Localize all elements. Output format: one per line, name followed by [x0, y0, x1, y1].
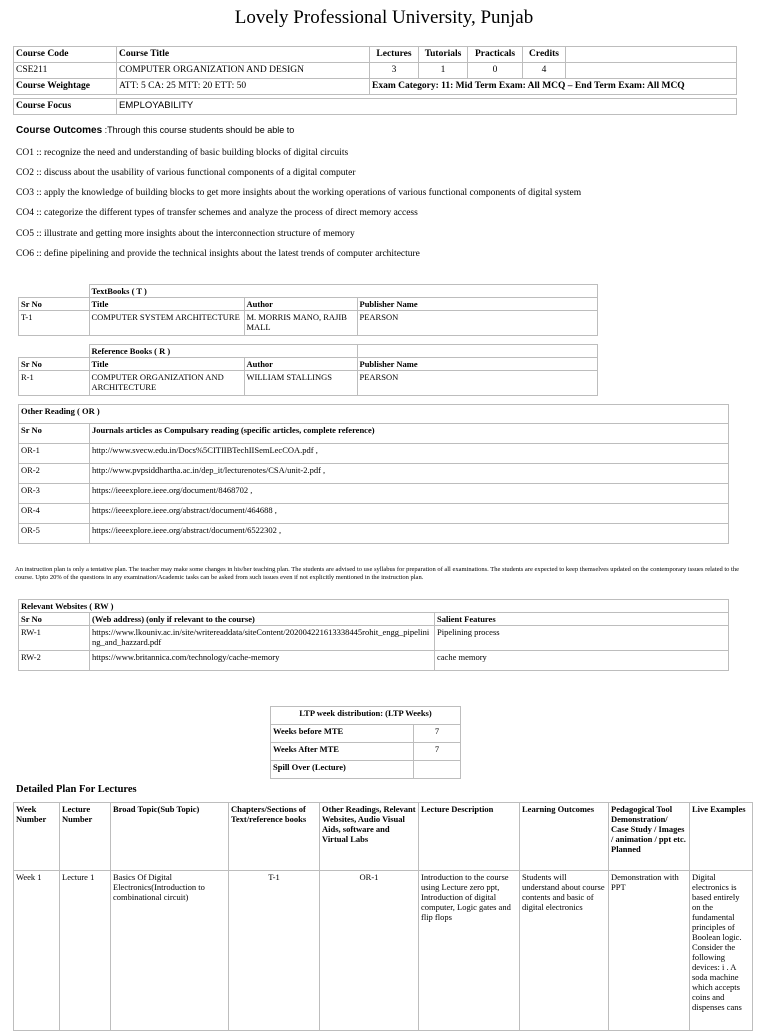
course-focus-label: Course Focus — [14, 99, 117, 115]
textbook-title: COMPUTER SYSTEM ARCHITECTURE — [89, 311, 244, 336]
or-link[interactable]: https://ieeexplore.ieee.org/document/8468702 , — [90, 484, 729, 504]
practicals-value: 0 — [468, 63, 523, 79]
other-reading-heading: Other Reading ( OR ) — [19, 405, 729, 424]
plan-outcomes: Students will understand about course contents and basic of digital electronics — [520, 871, 609, 1031]
course-weightage: ATT: 5 CA: 25 MTT: 20 ETT: 50 — [117, 79, 370, 95]
or-link[interactable]: http://www.pvpsiddhartha.ac.in/dep_it/lecturenotes/CSA/unit-2.pdf , — [90, 464, 729, 484]
plan-topic: Basics Of Digital Electronics(Introduction to combinational circuit) — [111, 871, 229, 1031]
col-lecture: Lecture Number — [60, 803, 111, 871]
rw-feature: Pipelining process — [435, 626, 729, 651]
col-outcomes: Learning Outcomes — [520, 803, 609, 871]
exam-category: Exam Category: 11: Mid Term Exam: All MCQ – End Term Exam: All MCQ — [370, 79, 737, 95]
detailed-plan-heading: Detailed Plan For Lectures — [16, 784, 137, 795]
reference-heading: Reference Books ( R ) — [89, 345, 357, 358]
other-reading-table — [18, 404, 729, 544]
col-pedagogical: Pedagogical Tool Demonstration/ Case Study / Images / animation / ppt etc. Planned — [609, 803, 690, 871]
ltp-distribution-table — [270, 706, 461, 779]
textbooks-table — [18, 284, 598, 336]
ltp-label: Weeks before MTE — [271, 725, 414, 743]
ltp-value — [414, 761, 461, 779]
outcome-co3: CO3 :: apply the knowledge of building blocks to get more insights about the working operations of various functional components of digital system — [16, 188, 582, 198]
credits-value: 4 — [523, 63, 566, 79]
outcome-co2: CO2 :: discuss about the usability of various functional components of a digital computer — [16, 168, 356, 178]
textbook-sr: T-1 — [19, 311, 90, 336]
col-sr-no: Sr No — [19, 298, 90, 311]
tutorials-label: Tutorials — [419, 47, 468, 63]
or-link[interactable]: https://ieeexplore.ieee.org/abstract/document/464688 , — [90, 504, 729, 524]
course-focus-table — [13, 98, 737, 115]
ltp-value: 7 — [414, 725, 461, 743]
outcomes-title: Course Outcomes — [16, 125, 103, 136]
col-web-address: (Web address) (only if relevant to the course) — [90, 613, 435, 626]
col-journal: Journals articles as Compulsary reading (specific articles, complete reference) — [90, 424, 729, 444]
course-code-label: Course Code — [14, 47, 117, 63]
reference-author: WILLIAM STALLINGS — [244, 371, 357, 396]
ltp-label: Weeks After MTE — [271, 743, 414, 761]
col-title: Title — [89, 358, 244, 371]
col-sr-no: Sr No — [19, 424, 90, 444]
course-title-label: Course Title — [117, 47, 370, 63]
outcome-co6: CO6 :: define pipelining and provide the technical insights about the latest trends of computer architecture — [16, 249, 420, 259]
plan-description: Introduction to the course using Lecture zero ppt, Introduction of digital computer, Logic gates and flip flops — [419, 871, 520, 1031]
textbooks-heading: TextBooks ( T ) — [89, 285, 598, 298]
or-link[interactable]: https://ieeexplore.ieee.org/abstract/document/6522302 , — [90, 524, 729, 544]
reference-sr: R-1 — [19, 371, 90, 396]
practicals-label: Practicals — [468, 47, 523, 63]
col-publisher: Publisher Name — [357, 298, 598, 311]
outcome-co1: CO1 :: recognize the need and understanding of basic building blocks of digital circuits — [16, 148, 349, 158]
ltp-heading: LTP week distribution: (LTP Weeks) — [271, 707, 461, 725]
col-live-examples: Live Examples — [690, 803, 753, 871]
col-sr-no: Sr No — [19, 358, 90, 371]
course-title: COMPUTER ORGANIZATION AND DESIGN — [117, 63, 370, 79]
ltp-value: 7 — [414, 743, 461, 761]
col-topic: Broad Topic(Sub Topic) — [111, 803, 229, 871]
reference-books-table — [18, 344, 598, 396]
course-weightage-label: Course Weightage — [14, 79, 117, 95]
plan-pedagogical: Demonstration with PPT — [609, 871, 690, 1031]
rw-sr: RW-2 — [19, 651, 90, 671]
lectures-value: 3 — [370, 63, 419, 79]
instruction-plan-note: An instruction plan is only a tentative plan. The teacher may make some changes in his/her teaching plan. The students are advised to use syllabus for preparation of all examinations. The students are expected to keep themselves updated on the contemporary issues related to the course. Upto 20% of the questions in any examination/Academic tasks can be asked from such issues even if not explicitly mentioned in the instruction plan. — [15, 566, 739, 581]
websites-heading: Relevant Websites ( RW ) — [19, 600, 729, 613]
lecture-plan-table — [13, 802, 753, 1031]
value-blank — [566, 63, 737, 79]
course-outcomes-heading — [16, 125, 294, 136]
course-header-table — [13, 46, 737, 95]
rw-feature: cache memory — [435, 651, 729, 671]
or-link[interactable]: http://www.svecw.edu.in/Docs%5CITIIBTechIISemLecCOA.pdf , — [90, 444, 729, 464]
ltp-label: Spill Over (Lecture) — [271, 761, 414, 779]
course-code: CSE211 — [14, 63, 117, 79]
course-focus: EMPLOYABILITY — [117, 99, 737, 115]
or-sr: OR-4 — [19, 504, 90, 524]
col-title: Title — [89, 298, 244, 311]
textbook-author: M. MORRIS MANO, RAJIB MALL — [244, 311, 357, 336]
col-chapters: Chapters/Sections of Text/reference books — [229, 803, 320, 871]
reference-publisher: PEARSON — [357, 371, 598, 396]
or-sr: OR-5 — [19, 524, 90, 544]
textbook-publisher: PEARSON — [357, 311, 598, 336]
col-week: Week Number — [14, 803, 60, 871]
university-title: Lovely Professional University, Punjab — [234, 7, 534, 28]
rw-sr: RW-1 — [19, 626, 90, 651]
rw-link[interactable]: https://www.britannica.com/technology/cache-memory — [90, 651, 435, 671]
plan-lecture: Lecture 1 — [60, 871, 111, 1031]
plan-chapter: T-1 — [229, 871, 320, 1031]
outcome-co5: CO5 :: illustrate and getting more insights about the interconnection structure of memory — [16, 229, 355, 239]
col-salient-features: Salient Features — [435, 613, 729, 626]
col-description: Lecture Description — [419, 803, 520, 871]
or-sr: OR-2 — [19, 464, 90, 484]
rw-link[interactable]: https://www.lkouniv.ac.in/site/writereaddata/siteContent/202004221613338445rohit_engg_pipelining_and_hazzard.pdf — [90, 626, 435, 651]
header-blank — [566, 47, 737, 63]
relevant-websites-table — [18, 599, 729, 671]
col-author: Author — [244, 298, 357, 311]
col-other-readings: Other Readings, Relevant Websites, Audio Visual Aids, software and Virtual Labs — [320, 803, 419, 871]
outcome-co4: CO4 :: categorize the different types of transfer schemes and analyze the process of direct memory access — [16, 208, 418, 218]
lectures-label: Lectures — [370, 47, 419, 63]
col-publisher: Publisher Name — [357, 358, 598, 371]
or-sr: OR-1 — [19, 444, 90, 464]
reference-title: COMPUTER ORGANIZATION AND ARCHITECTURE — [89, 371, 244, 396]
tutorials-value: 1 — [419, 63, 468, 79]
credits-label: Credits — [523, 47, 566, 63]
plan-week: Week 1 — [14, 871, 60, 1031]
col-sr-no: Sr No — [19, 613, 90, 626]
or-sr: OR-3 — [19, 484, 90, 504]
outcomes-subtitle: :Through this course students should be able to — [102, 125, 295, 135]
plan-live-example: Digital electronics is based entirely on the fundamental principles of Boolean logic. Consider the following devices: i . A soda machine which accepts coins and dispenses cans — [690, 871, 753, 1031]
col-author: Author — [244, 358, 357, 371]
plan-other-reading: OR-1 — [320, 871, 419, 1031]
